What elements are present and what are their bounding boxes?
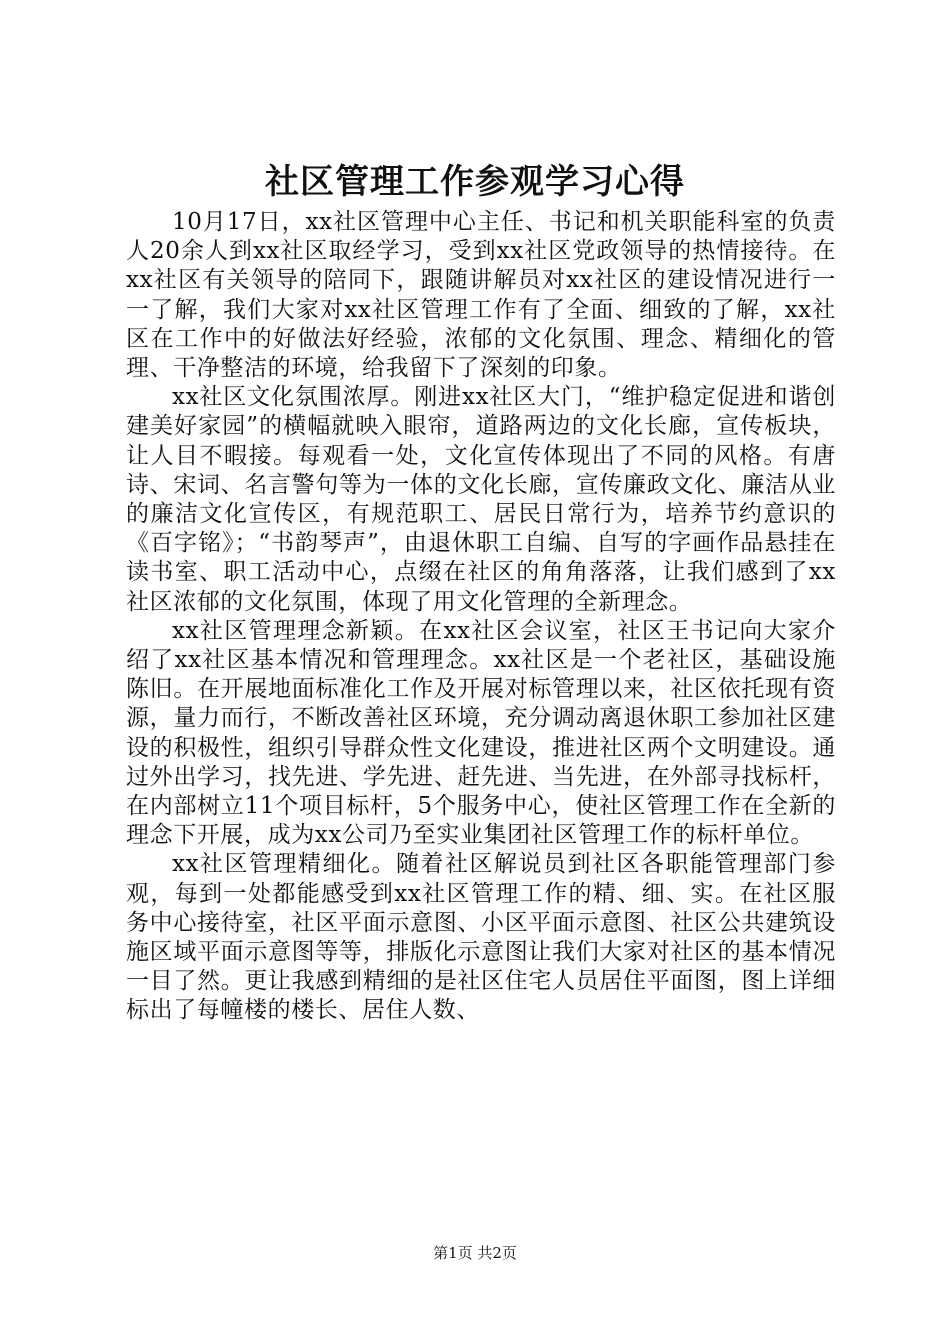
paragraph-4: xx社区管理精细化。随着社区解说员到社区各职能管理部门参观，每到一处都能感受到xx社区管理工作的精、细、实。在社区服务中心接待室，社区平面示意图、小区平面示意图、社区公共建筑设施区域平面示意图等等，排版化示意图让我们大家对社区的基本情况一目了然。更让我感到精细的是社区住宅人员居住平面图，图上详细标出了每幢楼的楼长、居住人数、: [126, 851, 836, 1024]
paragraph-3: xx社区管理理念新颖。在xx社区会议室，社区王书记向大家介绍了xx社区基本情况和管理理念。xx社区是一个老社区，基础设施陈旧。在开展地面标准化工作及开展对标管理以来，社区依托现有资源，量力而行，不断改善社区环境，充分调动离退休职工参加社区建设的积极性，组织引导群众性文化建设，推进社区两个文明建设。通过外出学习，找先进、学先进、赶先进、当先进，在外部寻找标杆，在内部树立11个项目标杆，5个服务中心，使社区管理工作在全新的理念下开展，成为xx公司乃至实业集团社区管理工作的标杆单位。: [126, 617, 836, 849]
page-footer: 第1页 共2页: [433, 1244, 517, 1262]
paragraph-1: 10月17日，xx社区管理中心主任、书记和机关职能科室的负责人20余人到xx社区取经学习，受到xx社区党政领导的热情接待。在xx社区有关领导的陪同下，跟随讲解员对xx社区的建设情况进行一一了解，我们大家对xx社区管理工作有了全面、细致的了解，xx社区在工作中的好做法好经验，浓郁的文化氛围、理念、精细化的管理、干净整洁的环境，给我留下了深刻的印象。: [126, 209, 836, 382]
paragraph-2: xx社区文化氛围浓厚。刚进xx社区大门，“维护稳定促进和谐创建美好家园”的横幅就映入眼帘，道路两边的文化长廊，宣传板块，让人目不暇接。每观看一处，文化宣传体现出了不同的风格。有唐诗、宋词、名言警句等为一体的文化长廊，宣传廉政文化、廉洁从业的廉洁文化宣传区，有规范职工、居民日常行为，培养节约意识的《百字铭》；“书韵琴声”，由退休职工自编、自写的字画作品悬挂在读书室、职工活动中心，点缀在社区的角角落落，让我们感到了xx社区浓郁的文化氛围，体现了用文化管理的全新理念。: [126, 384, 836, 615]
page-title: 社区管理工作参观学习心得: [265, 162, 685, 202]
document-body: [126, 208, 836, 1026]
